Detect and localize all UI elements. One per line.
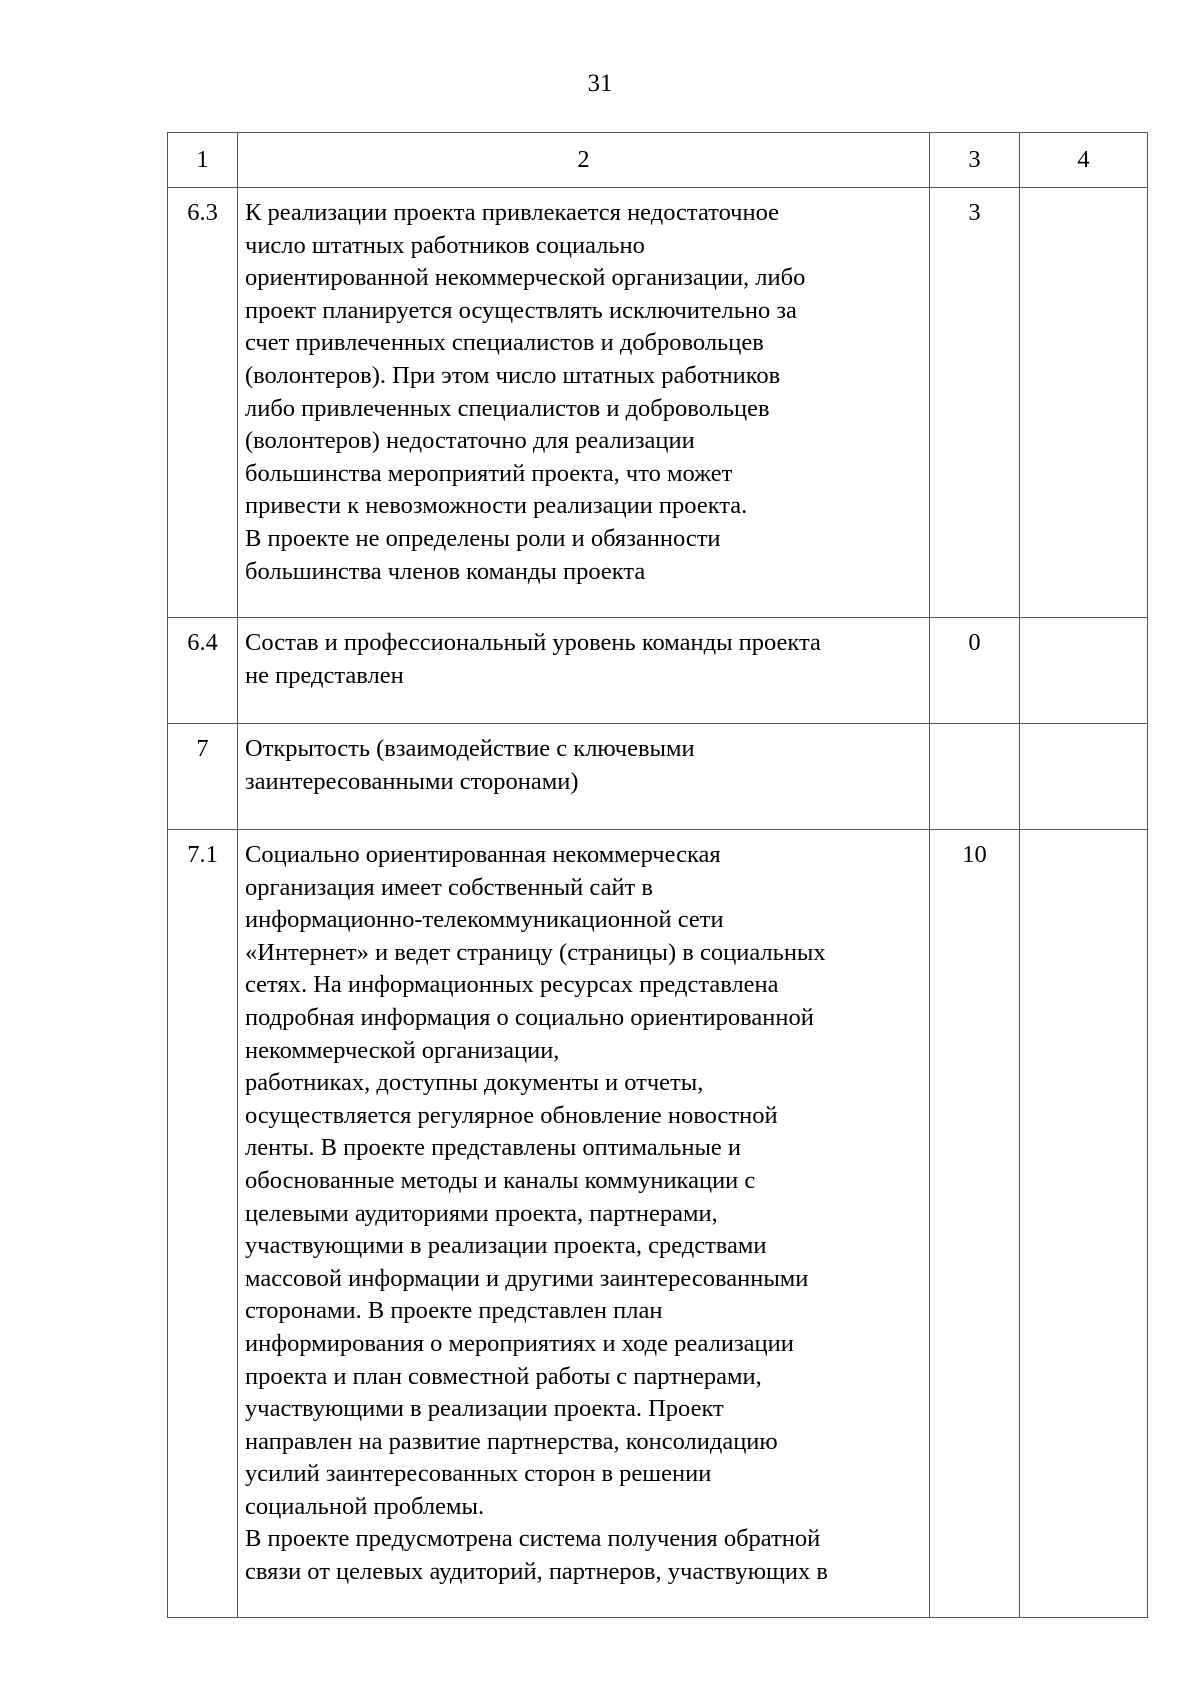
row-number: 6.3	[168, 188, 238, 618]
table-row	[168, 188, 1148, 618]
header-cell-1: 1	[168, 133, 238, 188]
criterion-text: Открытость (взаимодействие с ключевыми заинтересованными сторонами)	[238, 724, 930, 830]
empty-cell	[1020, 830, 1148, 1618]
table-row	[168, 724, 1148, 830]
header-cell-4: 4	[1020, 133, 1148, 188]
empty-cell	[1020, 724, 1148, 830]
table-row	[168, 830, 1148, 1618]
table-row	[168, 618, 1148, 724]
page-number: 31	[587, 70, 613, 97]
criterion-text: Социально ориентированная некоммерческая организация имеет собственный сайт в информационно-телекоммуникационной сети «Интернет» и ведет страницу (страницы) в социальных сетях. На информационных ресурсах представлена подробная информация о социально ориентированной некоммерческой организации, работниках, доступны документы и отчеты, осуществляется регулярное обновление новостной ленты. В проекте представлены оптимальные и обоснованные методы и каналы коммуникации с целевыми аудиториями проекта, партнерами, участвующими в реализации проекта, средствами массовой информации и другими заинтересованными сторонами. В проекте представлен план информирования о мероприятиях и ходе реализации проекта и план совместной работы с партнерами, участвующими в реализации проекта. Проект направлен на развитие партнерства, консолидацию усилий заинтересованных сторон в решении социальной проблемы. В проекте предусмотрена система получения обратной связи от целевых аудиторий, партнеров, участвующих в	[238, 830, 930, 1618]
score-cell: 3	[930, 188, 1020, 618]
score-cell	[930, 724, 1020, 830]
row-number: 7	[168, 724, 238, 830]
empty-cell	[1020, 618, 1148, 724]
header-cell-3: 3	[930, 133, 1020, 188]
criteria-table	[167, 132, 1148, 1618]
score-cell: 10	[930, 830, 1020, 1618]
header-cell-2: 2	[238, 133, 930, 188]
criterion-text: Состав и профессиональный уровень команды проекта не представлен	[238, 618, 930, 724]
criterion-text: К реализации проекта привлекается недостаточное число штатных работников социально ориентированной некоммерческой организации, либо проект планируется осуществлять исключительно за счет привлеченных специалистов и добровольцев (волонтеров). При этом число штатных работников либо привлеченных специалистов и добровольцев (волонтеров) недостаточно для реализации большинства мероприятий проекта, что может привести к невозможности реализации проекта. В проекте не определены роли и обязанности большинства членов команды проекта	[238, 188, 930, 618]
row-number: 7.1	[168, 830, 238, 1618]
row-number: 6.4	[168, 618, 238, 724]
score-cell: 0	[930, 618, 1020, 724]
table-header-row	[168, 133, 1148, 188]
empty-cell	[1020, 188, 1148, 618]
